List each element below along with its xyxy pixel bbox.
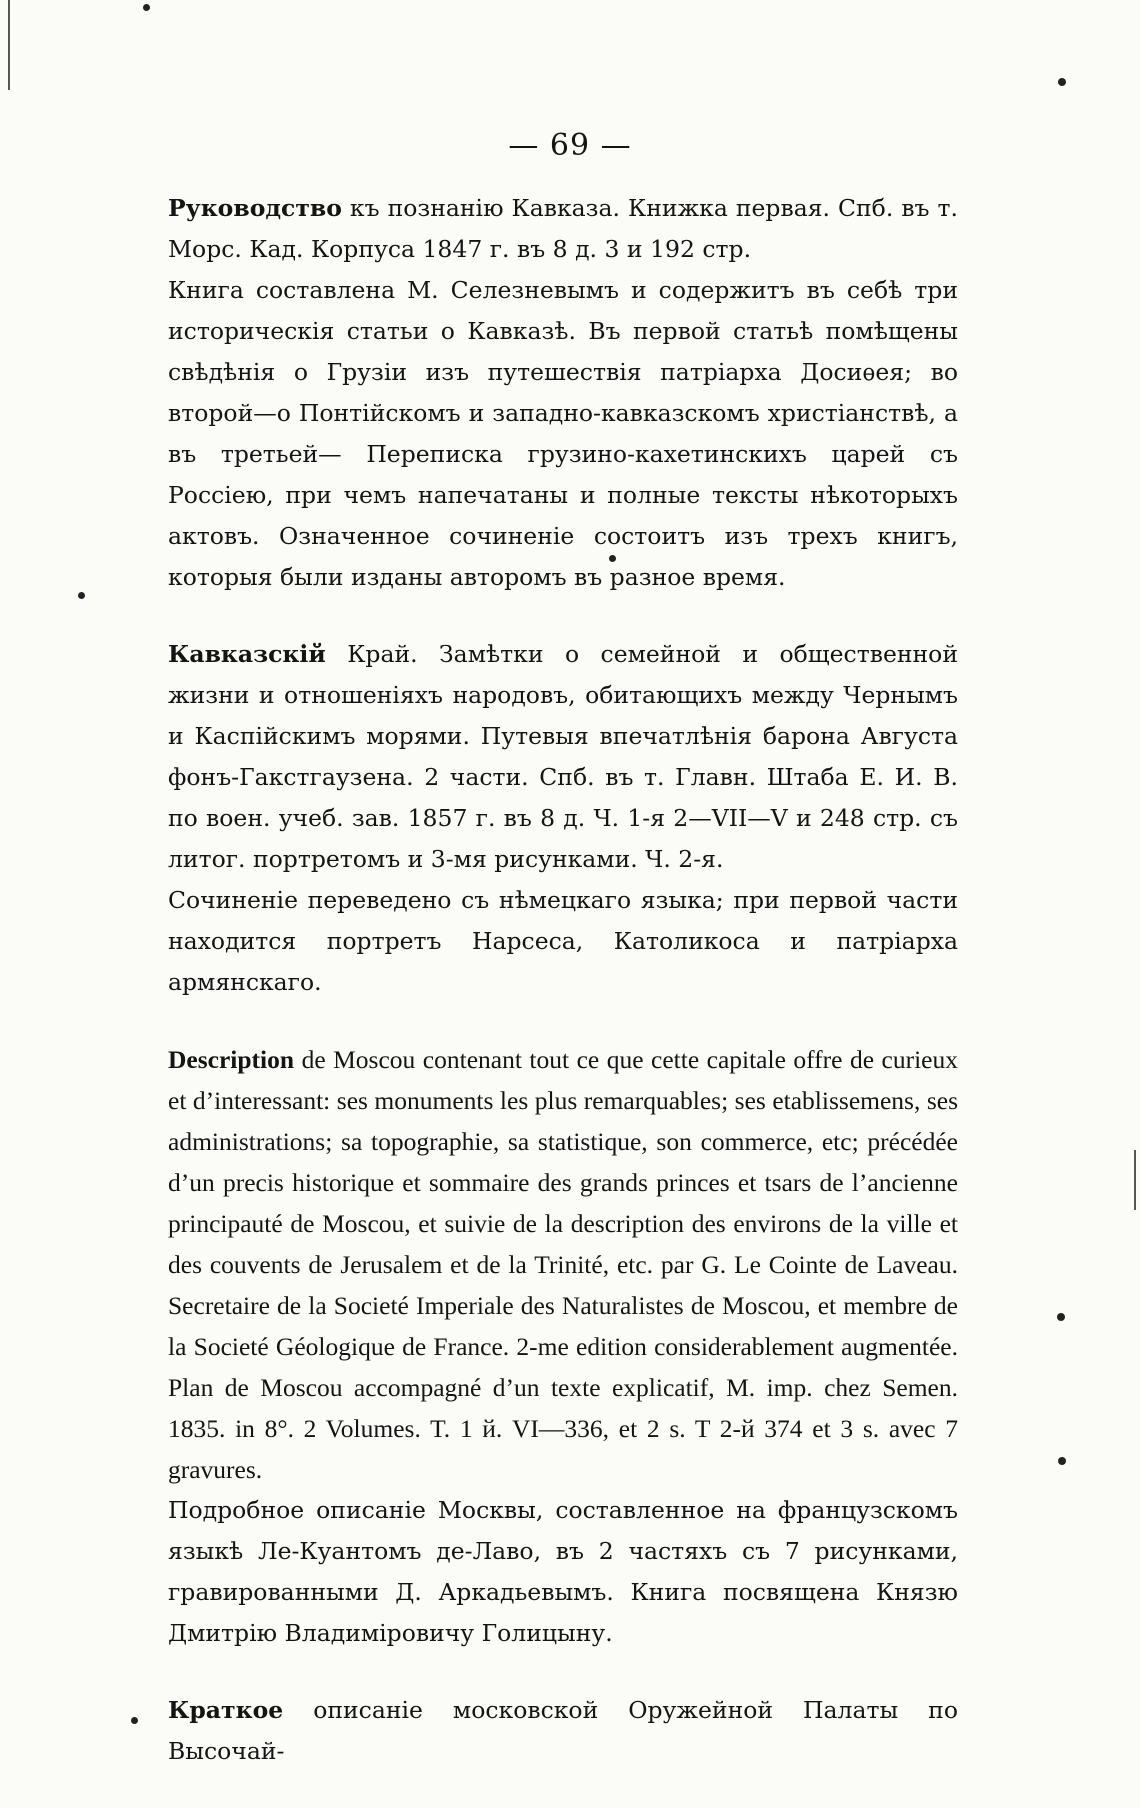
scan-edge-mark bbox=[8, 0, 10, 90]
scan-speck bbox=[1058, 1457, 1066, 1465]
scan-speck bbox=[78, 592, 85, 599]
entry-citation-text: Край. Замѣтки о семейной и общественной жизни и отношеніяхъ народовъ, обитающихъ между Чернымъ и Каспійскимъ морями. Путевыя впечатлѣнія барона Августа фонъ-Гакстгаузена. 2 части. Спб. въ т. Главн. Штаба Е. И. В. по воен. учеб. зав. 1857 г. въ 8 д. Ч. 1-я 2—VII—V и 248 стр. съ литог. портретомъ и 3-мя рисунками. Ч. 2-я. bbox=[168, 640, 958, 873]
entry-citation-text: къ познанію Кавказа. Книжка первая. Спб. въ т. Морс. Кад. Корпуса 1847 г. въ 8 д. 3 и 192 стр. bbox=[168, 194, 958, 263]
page-number: — 69 — bbox=[508, 128, 632, 163]
entry-citation bbox=[168, 1039, 958, 1490]
bibliography-entry-1 bbox=[168, 188, 958, 598]
entry-citation bbox=[168, 634, 958, 880]
bibliography-entry-3 bbox=[168, 1039, 958, 1654]
scan-speck bbox=[1057, 1313, 1065, 1321]
bibliography-entry-2 bbox=[168, 634, 958, 1003]
entry-citation-text: de Moscou contenant tout ce que cette capitale offre de curieux et d’interessant: ses monuments les plus remarquables; ses etablissemens, ses administrations; sa topographie, sa statistique, son commerce, etc; précédée d’un precis historique et sommaire des grands princes et tsars de l’ancienne principauté de Moscou, et suivie de la description des environs de la ville et des couvents de Jerusalem et de la Trinité, etc. par G. Le Cointe de Laveau. Secretaire de la Societé Imperiale des Naturalistes de Moscou, et membre de la Societé Géologique de France. 2-me edition considerablement augmentée. Plan de Moscou accompagné d’un texte explicatif, M. imp. chez Semen. 1835. in 8°. 2 Volumes. T. 1 й. VI—336, et 2 s. T 2-й 374 et 3 s. avec 7 gravures. bbox=[168, 1045, 958, 1484]
entry-headword: Кавказскій bbox=[168, 640, 326, 668]
entry-headword: Краткое bbox=[168, 1696, 284, 1724]
scan-speck bbox=[143, 4, 150, 11]
entry-headword: Description bbox=[168, 1045, 295, 1074]
scan-speck bbox=[609, 555, 616, 562]
scan-speck bbox=[1058, 78, 1066, 86]
scan-edge-mark bbox=[1134, 1150, 1136, 1210]
page-body bbox=[168, 188, 958, 1808]
entry-annotation: Сочиненіе переведено съ нѣмецкаго языка; при первой части находится портретъ Нарсеса, Католикоса и патріарха армянскаго. bbox=[168, 886, 958, 996]
entry-annotation: Подробное описаніе Москвы, составленное на французскомъ языкѣ Ле-Куантомъ де-Лаво, въ 2 частяхъ съ 7 рисунками, гравированными Д. Аркадьевымъ. Книга посвящена Князю Дмитрію Владиміровичу Голицыну. bbox=[168, 1496, 958, 1647]
entry-annotation: Книга составлена М. Селезневымъ и содержитъ въ себѣ три историческія статьи о Кавказѣ. Въ первой статьѣ помѣщены свѣдѣнія о Грузіи изъ путешествія патріарха Досиѳея; во второй—о Понтійскомъ и западно-кавказскомъ христіанствѣ, а въ третьей— Переписка грузино-кахетинскихъ царей съ Россіею, при чемъ напечатаны и полные тексты нѣкоторыхъ актовъ. Означенное сочиненіе состоитъ изъ трехъ книгъ, которыя были изданы авторомъ въ разное время. bbox=[168, 276, 958, 591]
entry-citation bbox=[168, 1690, 958, 1772]
bibliography-entry-4 bbox=[168, 1690, 958, 1772]
entry-citation-text: описаніе московской Оружейной Палаты по Высочай- bbox=[168, 1696, 958, 1765]
entry-citation bbox=[168, 188, 958, 270]
entry-headword: Руководство bbox=[168, 194, 342, 222]
scan-speck bbox=[131, 1717, 138, 1724]
